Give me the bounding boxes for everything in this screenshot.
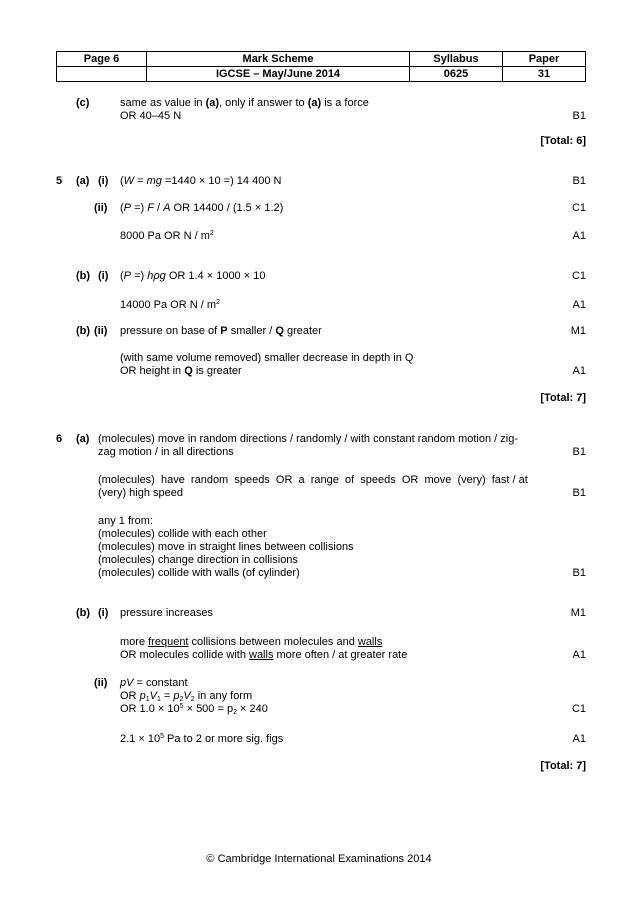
q4-total: [Total: 6] [540,135,586,147]
q6a1-line1: (molecules) move in random directions / randomly / with constant random motion / zig- [98,433,519,445]
q6-number: 6 [56,433,63,445]
q5b-part: (b) [76,270,91,282]
list-item: (molecules) collide with each other [98,528,267,540]
q5bii-line2-mark: A1 [572,365,586,377]
q6bi-line2: OR molecules collide with walls more often / at greater rate [120,649,408,661]
q5bii-line2: OR height in Q is greater [120,365,242,377]
q4c-line2: OR 40–45 N [120,110,182,122]
q5bi-text: (P =) hρg OR 1.4 × 1000 × 10 [120,270,266,282]
list-item: (molecules) change direction in collisions [98,554,298,566]
q5bii-label: (ii) [94,325,108,337]
q5a-part: (a) [76,175,90,187]
q6b-part: (b) [76,607,91,619]
header-blank [57,67,147,82]
q6a3-mark: B1 [572,567,586,579]
q6-total: [Total: 7] [540,760,586,772]
header-page: Page 6 [57,52,147,67]
q6bi-line2-mark: A1 [572,649,586,661]
q5ai-label: (i) [98,175,109,187]
q6bi-line1: more frequent collisions between molecules and walls [120,636,383,648]
q6a2-line1: (molecules) have random speeds OR a range of speeds OR move (very) fast / at [98,474,528,486]
q6bii-line1: pV = constant [120,677,188,689]
q6bii-line3-mark: C1 [571,703,586,715]
q6bii-answer-mark: A1 [572,733,586,745]
q6bii-label: (ii) [94,677,108,689]
header-paper-number: 31 [503,67,586,82]
q6a1-line2: zag motion / in all directions [98,446,234,458]
header-syllabus-code: 0625 [410,67,503,82]
footer-copyright: © Cambridge International Examinations 2014 [206,853,432,865]
q5bii-part: (b) [76,325,91,337]
header-table [56,51,586,82]
q5bi-answer: 14000 Pa OR N / $m^2$ [120,299,220,311]
q6bi-text: pressure increases [120,607,213,619]
header-syllabus-label: Syllabus [410,52,503,67]
q6bii-answer: $2.1 \times 10^5$ Pa to 2 or more sig. figs [120,733,284,745]
list-item: (molecules) move in straight lines between collisions [98,541,354,553]
q5bi-answer-mark: A1 [572,299,586,311]
q4c-mark: B1 [572,110,586,122]
list-item: (molecules) collide with walls (of cylinder) [98,567,300,579]
q6a2-line2: (very) high speed [98,487,183,499]
header-title: Mark Scheme [147,52,410,67]
q6a-part: (a) [76,433,90,445]
q5aii-label: (ii) [94,202,108,214]
q5bi-mark: C1 [571,270,586,282]
q5ai-mark: B1 [572,175,586,187]
q5aii-answer-mark: A1 [572,230,586,242]
q5bii-text: pressure on base of P smaller / Q greater [120,325,322,337]
q5aii-mark: C1 [571,202,586,214]
header-exam: IGCSE – May/June 2014 [147,67,410,82]
q6a3-intro: any 1 from: [98,515,154,527]
q5bii-line1: (with same volume removed) smaller decrease in depth in Q [120,352,414,364]
q5-number: 5 [56,175,63,187]
q4c-part: (c) [76,97,90,109]
q5bii-mark: M1 [570,325,586,337]
q6a2-mark: B1 [572,487,586,499]
q6bii-line3: OR $1.0 \times 10^5 \times 500 = p_2 \times 240$ [120,703,268,716]
header-paper-label: Paper [503,52,586,67]
q5aii-answer: 8000 Pa OR N / $m^2$ [120,230,214,242]
q5-total: [Total: 7] [540,392,586,404]
q4c-line1: same as value in (a), only if answer to (a) is a force [120,97,369,109]
q6bi-mark: M1 [570,607,586,619]
q6bi-label: (i) [98,607,109,619]
q6bii-line2: OR $p_1V_1 = p_2V_2$ in any form [120,690,253,703]
q6a1-mark: B1 [572,446,586,458]
q5bi-label: (i) [98,270,109,282]
q5aii-text: (P =) F / A OR 14400 / (1.5 × 1.2) [120,202,284,214]
q5ai-text: (W = mg =1440 × 10 =) 14 400 N [120,175,282,187]
